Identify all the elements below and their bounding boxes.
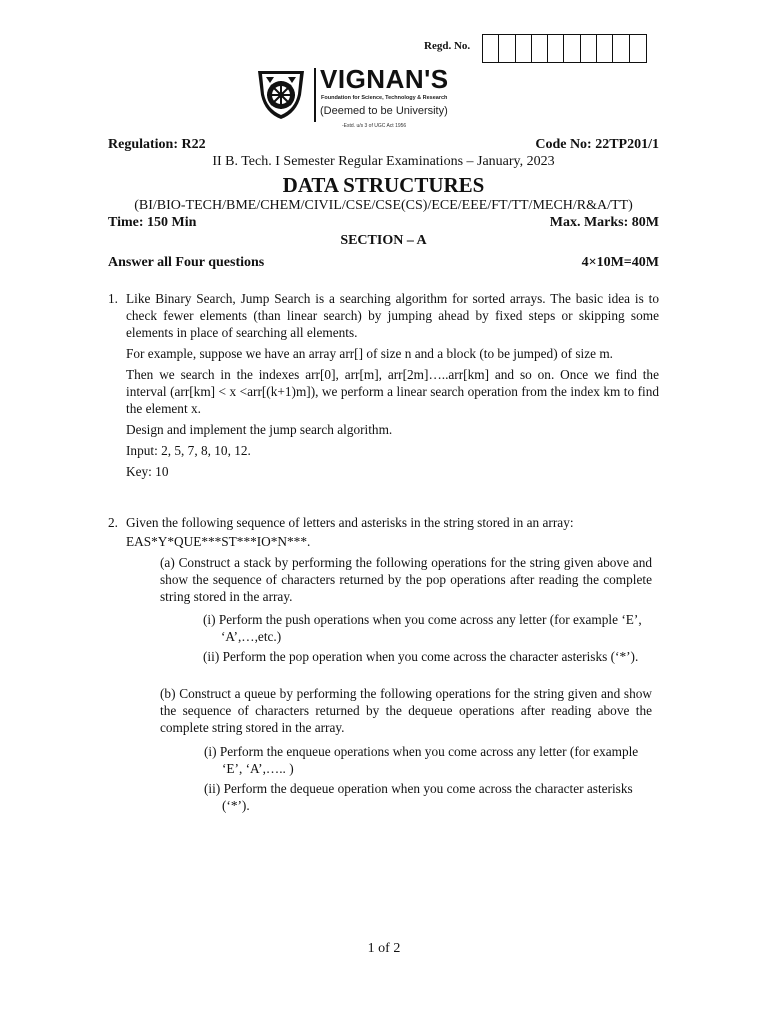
regd-digit-box <box>532 35 548 62</box>
page-number: 1 of 2 <box>367 941 401 956</box>
subject-title: DATA STRUCTURES <box>282 173 485 197</box>
university-emblem-icon <box>252 67 310 121</box>
exam-title: II B. Tech. I Semester Regular Examinations – January, 2023 <box>212 154 555 169</box>
part-b-i: (i) Perform the enqueue operations when you come across any letter (for example ‘E’, ‘A’,….. ) <box>204 744 639 776</box>
part-b-ii: (ii) Perform the dequeue operation when you come across the character asterisks (‘*’). <box>204 781 633 813</box>
exam-time: Time: 150 Min <box>108 215 197 230</box>
university-name: VIGNAN'S <box>320 64 449 94</box>
question-number: 2. <box>108 515 118 530</box>
max-marks: Max. Marks: 80M <box>549 215 659 230</box>
regd-digit-box <box>564 35 580 62</box>
part-b <box>160 685 652 740</box>
regd-digit-box <box>581 35 597 62</box>
deemed-university: (Deemed to be University) <box>320 105 448 117</box>
regd-digit-box <box>499 35 515 62</box>
paragraph: Key: 10 <box>126 464 169 479</box>
paragraph: Design and implement the jump search algorithm. <box>126 422 393 437</box>
paragraph: Then we search in the indexes arr[0], arr[m], arr[2m]…..arr[km] and so on. Once we find the interval (arr[km] < x <arr[(k+1)m]), we perform a linear search operation from the index km to find the element x. <box>126 367 659 416</box>
branches: (BI/BIO-TECH/BME/CHEM/CIVIL/CSE/CSE(CS)/ECE/EEE/FT/TT/MECH/R&A/TT) <box>134 198 633 213</box>
establishment-note: -Estd. u/s 3 of UGC Act 1956 <box>342 123 407 129</box>
part-a <box>160 554 652 609</box>
time-marks-row <box>108 215 659 231</box>
regd-digit-box <box>630 35 646 62</box>
paragraph: Input: 2, 5, 7, 8, 10, 12. <box>126 443 251 458</box>
part-a-text: (a) Construct a stack by performing the following operations for the string given above and show the sequence of characters returned by the pop operations after reading the complete string stored in the array. <box>160 555 652 604</box>
regulation-row <box>108 137 659 153</box>
question-body <box>126 514 659 554</box>
part-a-ii: (ii) Perform the pop operation when you come across the character asterisks (‘*’). <box>203 649 639 664</box>
regd-no-label: Regd. No. <box>424 40 471 52</box>
part-a-i: (i) Perform the push operations when you come across any letter (for example ‘E’, ‘A’,…,etc.) <box>203 612 642 644</box>
question-intro: Given the following sequence of letters and asterisks in the string stored in an array: <box>126 515 574 530</box>
question-body <box>126 290 659 484</box>
regd-digit-box <box>516 35 532 62</box>
code-number: Code No: 22TP201/1 <box>535 137 659 152</box>
regd-digit-box <box>483 35 499 62</box>
regd-digit-box <box>613 35 629 62</box>
question-number: 1. <box>108 291 118 306</box>
part-b-text: (b) Construct a queue by performing the following operations for the string given and show the sequence of characters returned by the dequeue operations after reading above the complete string stored in the array. <box>160 686 652 735</box>
letter-string: EAS*Y*QUE***ST***IO*N***. <box>126 534 311 549</box>
regd-digit-box <box>548 35 564 62</box>
regd-no-boxes <box>482 34 647 63</box>
paragraph: Like Binary Search, Jump Search is a searching algorithm for sorted arrays. The basic idea is to check fewer elements (than linear search) by jumping ahead by fixed steps or skipping some elements in place of searching all elements. <box>126 291 659 340</box>
university-tagline: Foundation for Science, Technology & Research <box>321 95 448 101</box>
paragraph: For example, suppose we have an array arr[] of size n and a block (to be jumped) of size m. <box>126 346 614 361</box>
logo-divider <box>314 68 316 122</box>
regulation: Regulation: R22 <box>108 137 206 152</box>
regd-digit-box <box>597 35 613 62</box>
instruction: Answer all Four questions <box>108 255 265 270</box>
instruction-row <box>108 255 659 271</box>
section-heading: SECTION – A <box>340 233 427 248</box>
marks-scheme: 4×10M=40M <box>581 255 659 270</box>
